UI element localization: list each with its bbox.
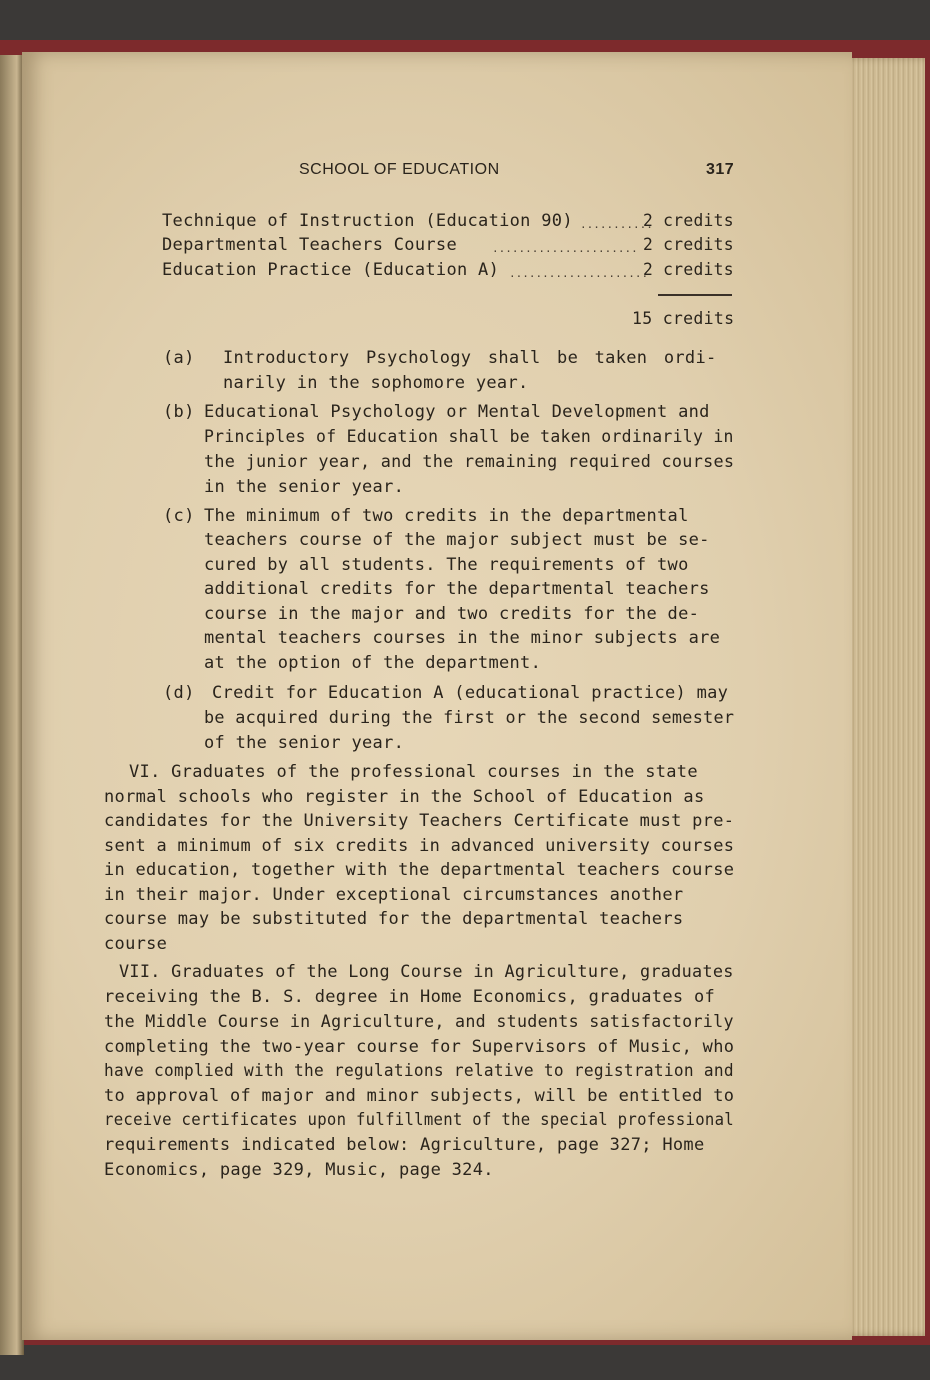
credits-row-leader: ...........: [580, 218, 653, 231]
facing-page-edge: [0, 55, 24, 1355]
note-line: teachers course of the major subject must be se-: [204, 530, 710, 550]
note-line: of the senior year.: [204, 733, 405, 753]
paragraph-line: receive certificates upon fulfillment of the special professional: [104, 1110, 734, 1130]
note-line: be acquired during the first or the second semester: [204, 708, 735, 728]
note-marker: (d): [163, 683, 195, 703]
credits-row-course: Departmental Teachers Course: [162, 235, 457, 255]
note-marker: (c): [163, 506, 195, 526]
note-line: in the senior year.: [204, 477, 405, 497]
credits-row-course: Education Practice (Education A): [162, 260, 500, 280]
note-line: Educational Psychology or Mental Development and: [204, 402, 710, 422]
note-line: additional credits for the departmental teachers: [204, 579, 710, 599]
note-line: Credit for Education A (educational practice) may: [212, 683, 729, 703]
credits-row-course: Technique of Instruction (Education 90): [162, 211, 573, 231]
note-line: Introductory Psychology shall be taken ordi-: [223, 348, 717, 368]
note-line: course in the major and two credits for the de-: [204, 604, 700, 624]
running-title: SCHOOL OF EDUCATION: [299, 161, 500, 178]
note-line: mental teachers courses in the minor subjects are: [204, 628, 721, 648]
credits-row-value: 2 credits: [643, 260, 734, 280]
paragraph-line: in education, together with the departmental teachers course: [104, 860, 735, 880]
note-line: Principles of Education shall be taken ordinarily in: [204, 427, 734, 447]
note-line: narily in the sophomore year.: [223, 373, 529, 393]
credits-row-value: 2 credits: [643, 235, 734, 255]
note-line: cured by all students. The requirements of two: [204, 555, 689, 575]
credits-row-leader: .....................: [509, 267, 649, 280]
paragraph-line: the Middle Course in Agriculture, and students satisfactorily: [104, 1012, 734, 1032]
total-credits: 15 credits: [632, 309, 735, 329]
credits-row-leader: ......................: [492, 242, 638, 255]
paragraph-line: course may be substituted for the departmental teachers: [104, 909, 684, 929]
paragraph-line: requirements indicated below: Agriculture, page 327; Home: [104, 1135, 705, 1155]
note-line: at the option of the department.: [204, 653, 542, 673]
paragraph-line: course: [104, 934, 168, 954]
note-line: the junior year, and the remaining required courses: [204, 452, 735, 472]
paragraph-line: VI. Graduates of the professional courses in the state: [129, 762, 698, 782]
note-line: The minimum of two credits in the departmental: [204, 506, 689, 526]
page-stack-edge: [840, 58, 925, 1336]
page-number: 317: [706, 161, 735, 178]
paragraph-line: in their major. Under exceptional circumstances another: [104, 885, 684, 905]
paragraph-line: to approval of major and minor subjects, will be entitled to: [104, 1086, 735, 1106]
note-marker: (b): [163, 402, 195, 422]
note-marker: (a): [163, 348, 195, 368]
paragraph-line: normal schools who register in the School of Education as: [104, 787, 705, 807]
paragraph-line: completing the two-year course for Supervisors of Music, who: [104, 1037, 735, 1057]
paragraph-line: have complied with the regulations relative to registration and: [104, 1061, 734, 1081]
total-rule: [658, 294, 732, 296]
paragraph-line: VII. Graduates of the Long Course in Agriculture, graduates: [119, 962, 734, 982]
paragraph-line: receiving the B. S. degree in Home Economics, graduates of: [104, 987, 716, 1007]
paragraph-line: Economics, page 329, Music, page 324.: [104, 1160, 494, 1180]
credits-row-value: 2 credits: [643, 211, 734, 231]
paragraph-line: candidates for the University Teachers Certificate must pre-: [104, 811, 735, 831]
paragraph-line: sent a minimum of six credits in advanced university courses: [104, 836, 735, 856]
